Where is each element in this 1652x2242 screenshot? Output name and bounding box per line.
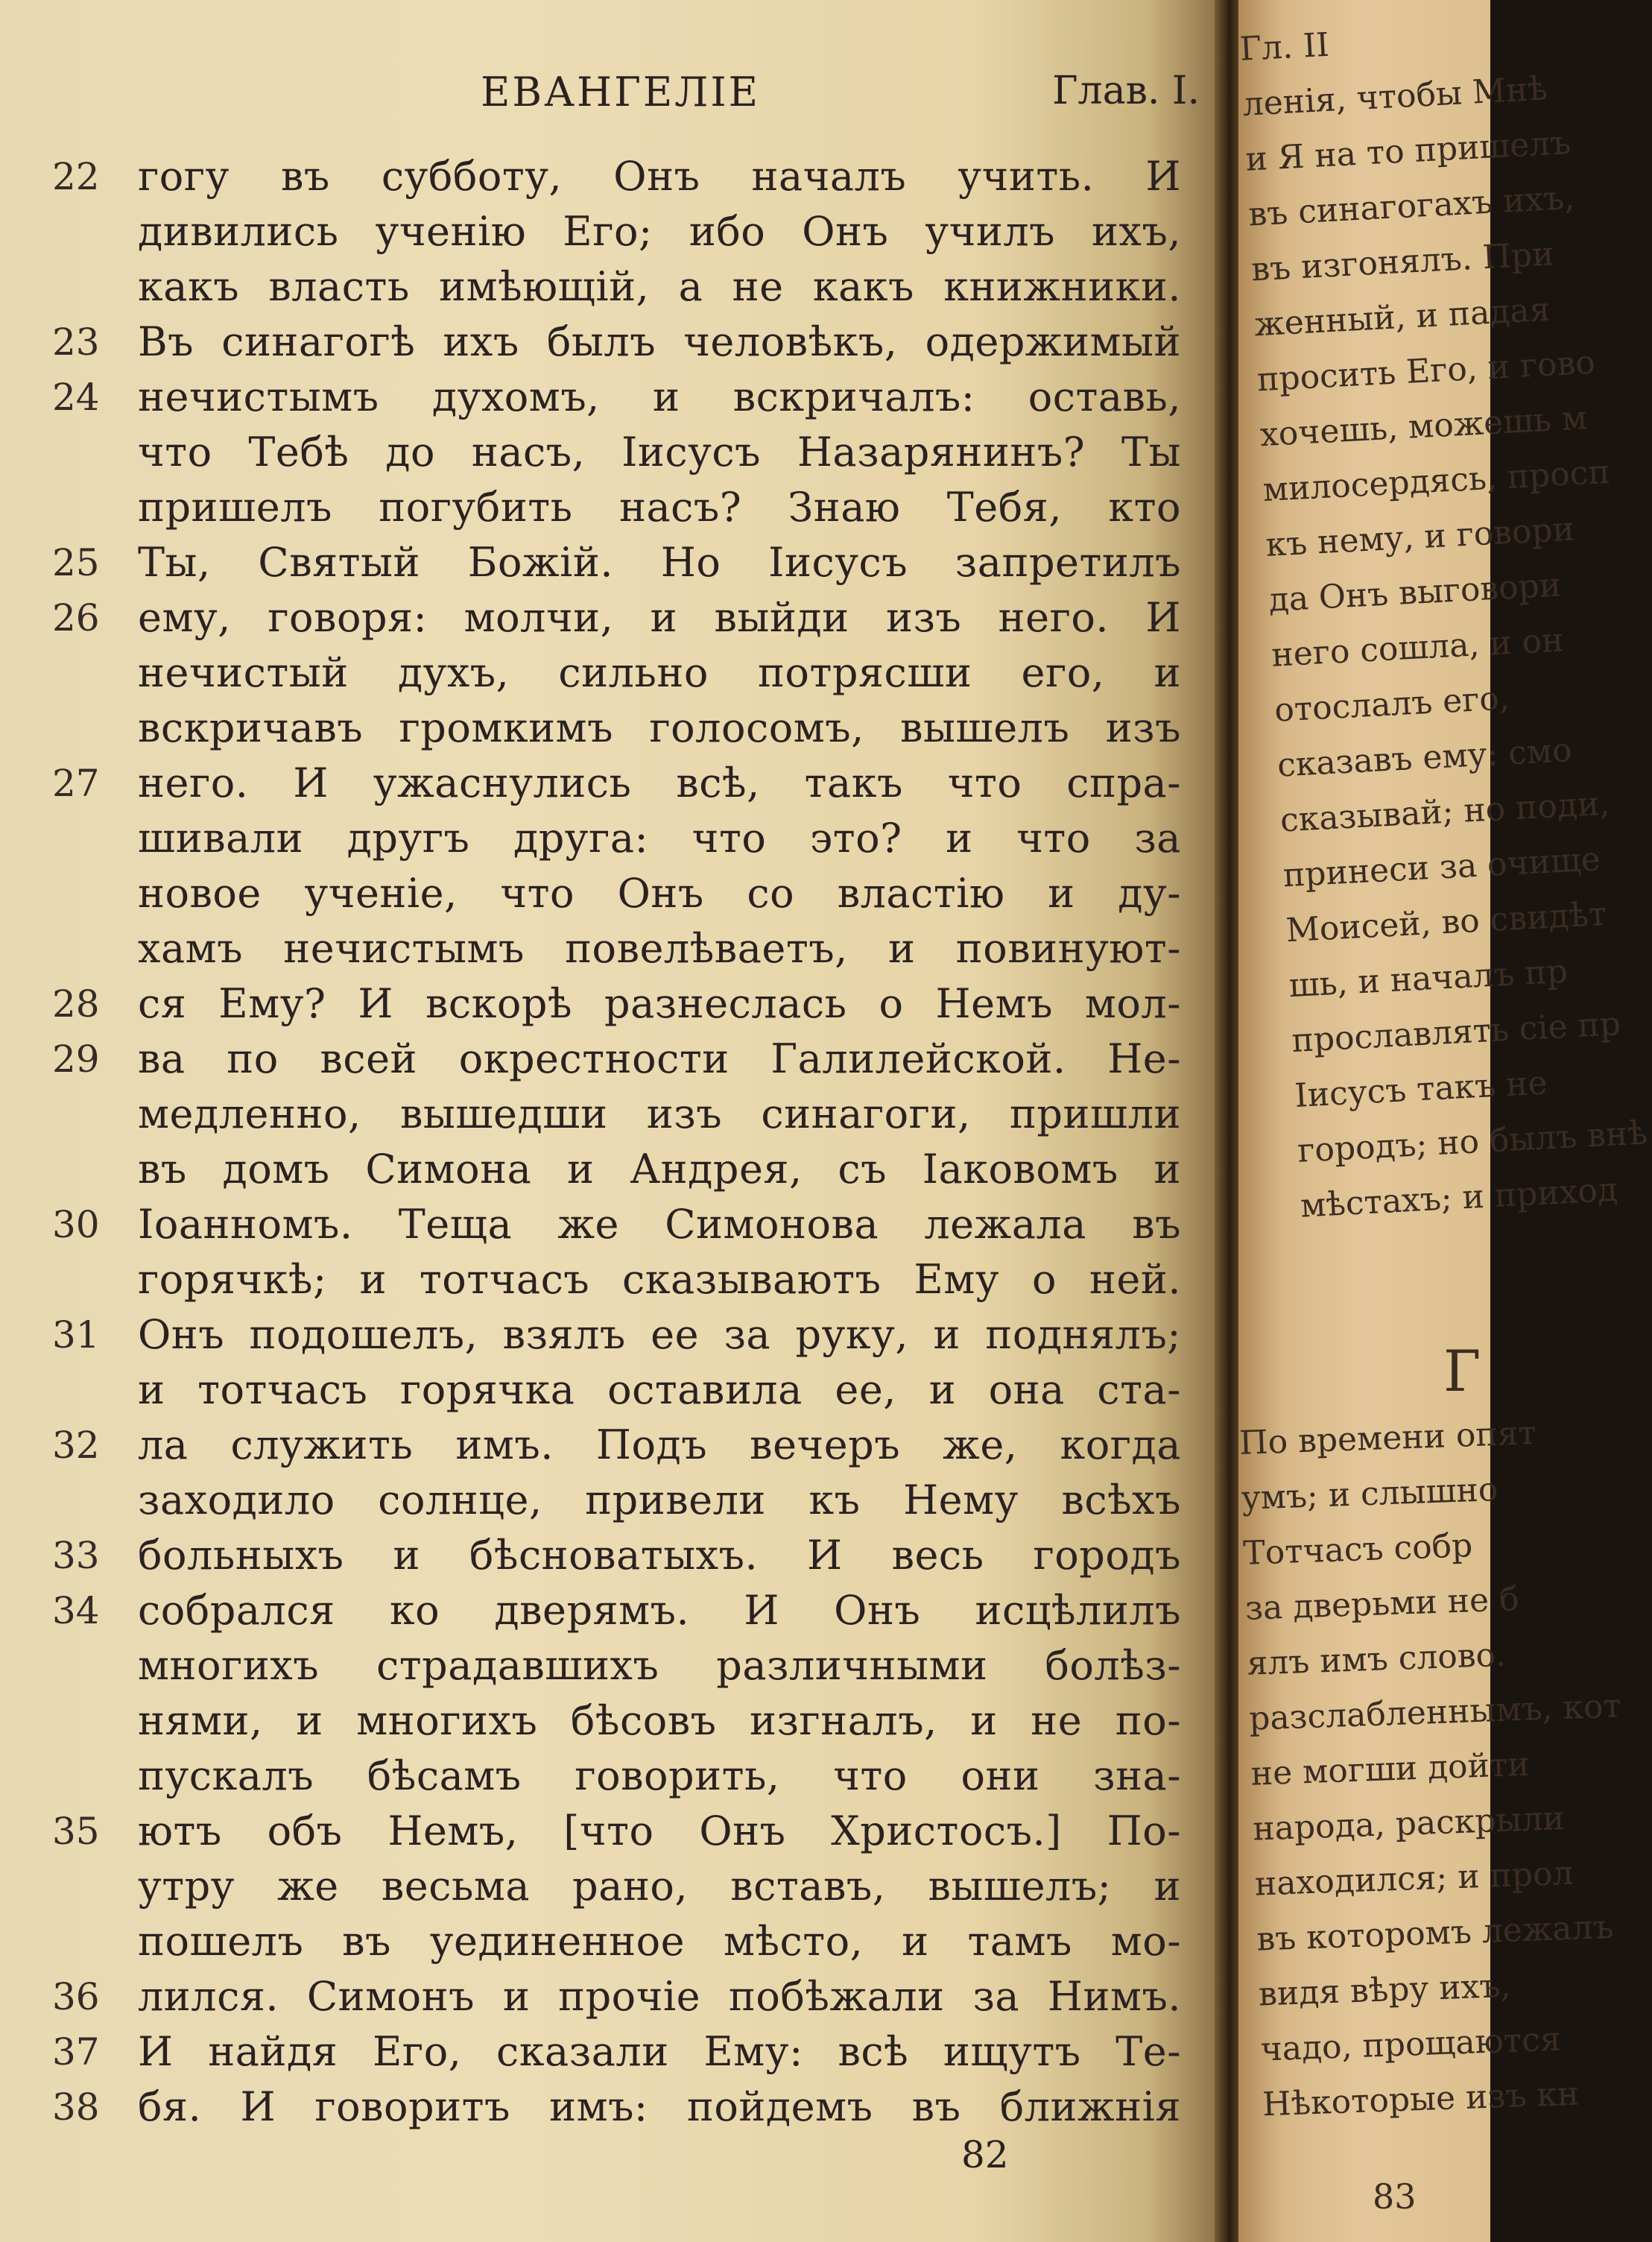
line-text: пошелъ въ уединенное мѣсто, и тамъ мо-	[138, 1918, 1181, 1965]
right-page-line: мѣстахъ; и приход	[1299, 1170, 1619, 1225]
line-text: новое ученіе, что Онъ со властію и ду-	[138, 870, 1181, 917]
right-page-text-top	[1238, 6, 1649, 1234]
right-page-line: городъ; но былъ внѣ	[1297, 1114, 1649, 1170]
line-text: пришелъ погубить насъ? Знаю Тебя, кто	[138, 484, 1181, 531]
running-head-title: ЕВАНГЕЛІЕ	[481, 69, 761, 116]
text-line	[52, 1528, 1185, 1583]
text-line	[52, 1087, 1185, 1142]
text-line	[52, 480, 1185, 535]
verse-number: 29	[52, 1038, 100, 1081]
line-text: Ты, Святый Божій. Но Іисусъ запретилъ	[138, 539, 1181, 586]
text-line	[52, 204, 1185, 259]
page-number: 82	[961, 2133, 1009, 2176]
right-page-number: 83	[1373, 2176, 1417, 2217]
text-line	[52, 645, 1185, 701]
right-page-line: хочешь, можешь м	[1259, 399, 1589, 455]
text-line	[52, 976, 1185, 1032]
text-line	[52, 1804, 1185, 1859]
right-page-text-bottom	[1238, 1405, 1622, 2132]
line-text: И найдя Его, сказали Ему: всѣ ищутъ Те-	[138, 2028, 1181, 2075]
verse-number: 24	[52, 376, 100, 419]
text-line	[52, 921, 1185, 976]
right-page-line: отослалъ его,	[1273, 679, 1510, 730]
line-text: него. И ужаснулись всѣ, такъ что спра-	[138, 760, 1181, 806]
right-page-line: въ изгонялъ. При	[1250, 235, 1555, 289]
line-text: нечистымъ духомъ, и вскричалъ: оставь,	[138, 373, 1181, 420]
right-page-line: умъ; и слышно	[1240, 1470, 1499, 1518]
right-page-line: него сошла, и он	[1270, 621, 1565, 675]
line-text: лился. Симонъ и прочіе побѣжали за Нимъ.	[138, 1973, 1181, 2020]
right-page-line: видя вѣру ихъ,	[1258, 1966, 1512, 2014]
verse-number: 25	[52, 541, 100, 584]
line-text: Въ синагогѣ ихъ былъ человѣкъ, одержимый	[138, 318, 1181, 365]
right-page-line: ялъ имъ слово.	[1246, 1635, 1507, 1683]
line-text: шивали другъ друга: что это? и что за	[138, 815, 1181, 862]
right-page-chapter-initial: Г	[1443, 1338, 1481, 1404]
right-page-line: народа, раскрыли	[1252, 1799, 1566, 1848]
text-line	[52, 535, 1185, 590]
line-text: ютъ объ Немъ, [что Онъ Христосъ.] По-	[138, 1807, 1181, 1854]
verse-number: 22	[52, 155, 100, 198]
right-page-line: находился; и прол	[1254, 1854, 1575, 1904]
text-line	[52, 1749, 1185, 1804]
text-line	[52, 2024, 1185, 2080]
line-text: дивились ученію Его; ибо Онъ училъ ихъ,	[138, 208, 1181, 255]
line-text: медленно, вышедши изъ синагоги, пришли	[138, 1090, 1181, 1137]
text-line	[52, 1473, 1185, 1528]
right-page-line: да Онъ выговори	[1268, 566, 1563, 619]
line-text: собрался ко дверямъ. И Онъ исцѣлилъ	[138, 1587, 1181, 1634]
line-text: ва по всей окрестности Галилейской. Не-	[138, 1035, 1181, 1082]
text-line	[52, 2080, 1185, 2135]
right-page-line: не могши дойти	[1250, 1745, 1531, 1793]
text-line	[52, 1418, 1185, 1473]
right-page-line: шь, и началъ пр	[1288, 952, 1569, 1005]
verse-number: 23	[52, 320, 100, 364]
text-line	[52, 1307, 1185, 1362]
right-page-line: и Я на то пришелъ	[1244, 123, 1572, 179]
line-text: ему, говоря: молчи, и выйди изъ него. И	[138, 594, 1181, 641]
line-text: Онъ подошелъ, взялъ ее за руку, и поднялъ;	[138, 1311, 1181, 1358]
right-page-line: сказавъ ему: смо	[1276, 730, 1573, 785]
right-page-line: къ нему, и говори	[1265, 510, 1576, 565]
right-page-line: чадо, прощаются	[1259, 2020, 1562, 2069]
right-page-line: женный, и падая	[1253, 290, 1551, 344]
verse-number: 32	[52, 1424, 100, 1467]
right-page-line: Моисей, во свидѣт	[1285, 894, 1608, 950]
right-page-line: сказывай; но поди,	[1279, 784, 1611, 840]
text-line	[52, 370, 1185, 425]
line-text: вскричавъ громкимъ голосомъ, вышелъ изъ	[138, 704, 1181, 751]
text-line	[52, 259, 1185, 315]
text-line	[52, 811, 1185, 866]
running-head-chapter: Глав. I.	[1052, 69, 1200, 113]
text-line	[52, 1914, 1185, 1969]
verse-number: 28	[52, 982, 100, 1026]
right-page-line: Нѣкоторые изъ кн	[1262, 2074, 1580, 2124]
verse-number: 34	[52, 1589, 100, 1632]
line-text: утру же весьма рано, вставъ, вышелъ; и	[138, 1863, 1181, 1910]
text-line	[52, 1142, 1185, 1197]
right-page-line: въ которомъ лежалъ	[1256, 1907, 1615, 1959]
line-text: ся Ему? И вскорѣ разнеслась о Немъ мол-	[138, 980, 1181, 1027]
line-text: ла служить имъ. Подъ вечеръ же, когда	[138, 1421, 1181, 1468]
verse-number: 33	[52, 1534, 100, 1577]
running-head	[142, 69, 1200, 128]
line-text: заходило солнце, привели къ Нему всѣхъ	[138, 1477, 1181, 1523]
text-line	[52, 1969, 1185, 2024]
text-line	[52, 315, 1185, 370]
line-text: нечистый духъ, сильно потрясши его, и	[138, 649, 1181, 696]
line-text: нями, и многихъ бѣсовъ изгналъ, и не по-	[138, 1697, 1181, 1744]
line-text: пускалъ бѣсамъ говорить, что они зна-	[138, 1752, 1181, 1799]
text-line	[52, 1859, 1185, 1914]
right-page-line: прославлять сіе пр	[1291, 1005, 1622, 1061]
verse-number: 36	[52, 1975, 100, 2018]
line-text: горячкѣ; и тотчасъ сказываютъ Ему о ней.	[138, 1256, 1181, 1303]
right-page	[1238, 0, 1649, 2242]
text-block	[52, 149, 1185, 2135]
line-text: больныхъ и бѣсноватыхъ. И весь городъ	[138, 1532, 1181, 1579]
verse-number: 27	[52, 762, 100, 805]
line-text: что Тебѣ до насъ, Іисусъ Назарянинъ? Ты	[138, 429, 1181, 476]
verse-number: 31	[52, 1313, 100, 1357]
text-line	[52, 590, 1185, 645]
right-page-line: ленія, чтобы Мнѣ	[1241, 69, 1549, 124]
verse-number: 26	[52, 596, 100, 640]
verse-number: 35	[52, 1810, 100, 1853]
verse-number: 38	[52, 2085, 100, 2129]
right-page-line: за дверьми не б	[1244, 1580, 1520, 1628]
right-page-line: въ синагогахъ ихъ,	[1247, 178, 1576, 234]
text-line	[52, 1583, 1185, 1638]
right-page-line: По времени опят	[1238, 1414, 1537, 1462]
text-line	[52, 1032, 1185, 1087]
verse-number: 37	[52, 2030, 100, 2074]
line-text: въ домъ Симона и Андрея, съ Іаковомъ и	[138, 1146, 1181, 1193]
right-page-line: Гл. II	[1238, 25, 1330, 69]
line-text: и тотчасъ горячка оставила ее, и она ста-	[138, 1366, 1181, 1413]
line-text: гогу въ субботу, Онъ началъ учить. И	[138, 153, 1181, 200]
right-page-line: Тотчасъ собр	[1242, 1526, 1474, 1573]
line-text: бя. И говоритъ имъ: пойдемъ въ ближнія	[138, 2083, 1181, 2130]
line-text: какъ власть имѣющій, а не какъ книжники.	[138, 263, 1181, 310]
right-page-line: милосердясь, просп	[1262, 452, 1611, 510]
text-line	[52, 1362, 1185, 1418]
text-line	[52, 756, 1185, 811]
right-page-line: принеси за очище	[1282, 840, 1601, 895]
text-line	[52, 149, 1185, 204]
text-line	[52, 1693, 1185, 1749]
text-line	[52, 1638, 1185, 1693]
text-line	[52, 1197, 1185, 1252]
line-text: хамъ нечистымъ повелѣваетъ, и повинуют-	[138, 925, 1181, 972]
right-page-line: просить Его, и гово	[1256, 343, 1596, 400]
right-page-line: разслабленнымъ, кот	[1248, 1687, 1622, 1738]
line-text: Іоанномъ. Теща же Симонова лежала въ	[138, 1201, 1181, 1248]
right-page-line: Іисусъ такъ не	[1294, 1064, 1548, 1115]
text-line	[52, 1252, 1185, 1307]
line-text: многихъ страдавшихъ различными болѣз-	[138, 1642, 1181, 1689]
text-line	[52, 866, 1185, 921]
text-line	[52, 425, 1185, 480]
text-line	[52, 701, 1185, 756]
verse-number: 30	[52, 1203, 100, 1246]
